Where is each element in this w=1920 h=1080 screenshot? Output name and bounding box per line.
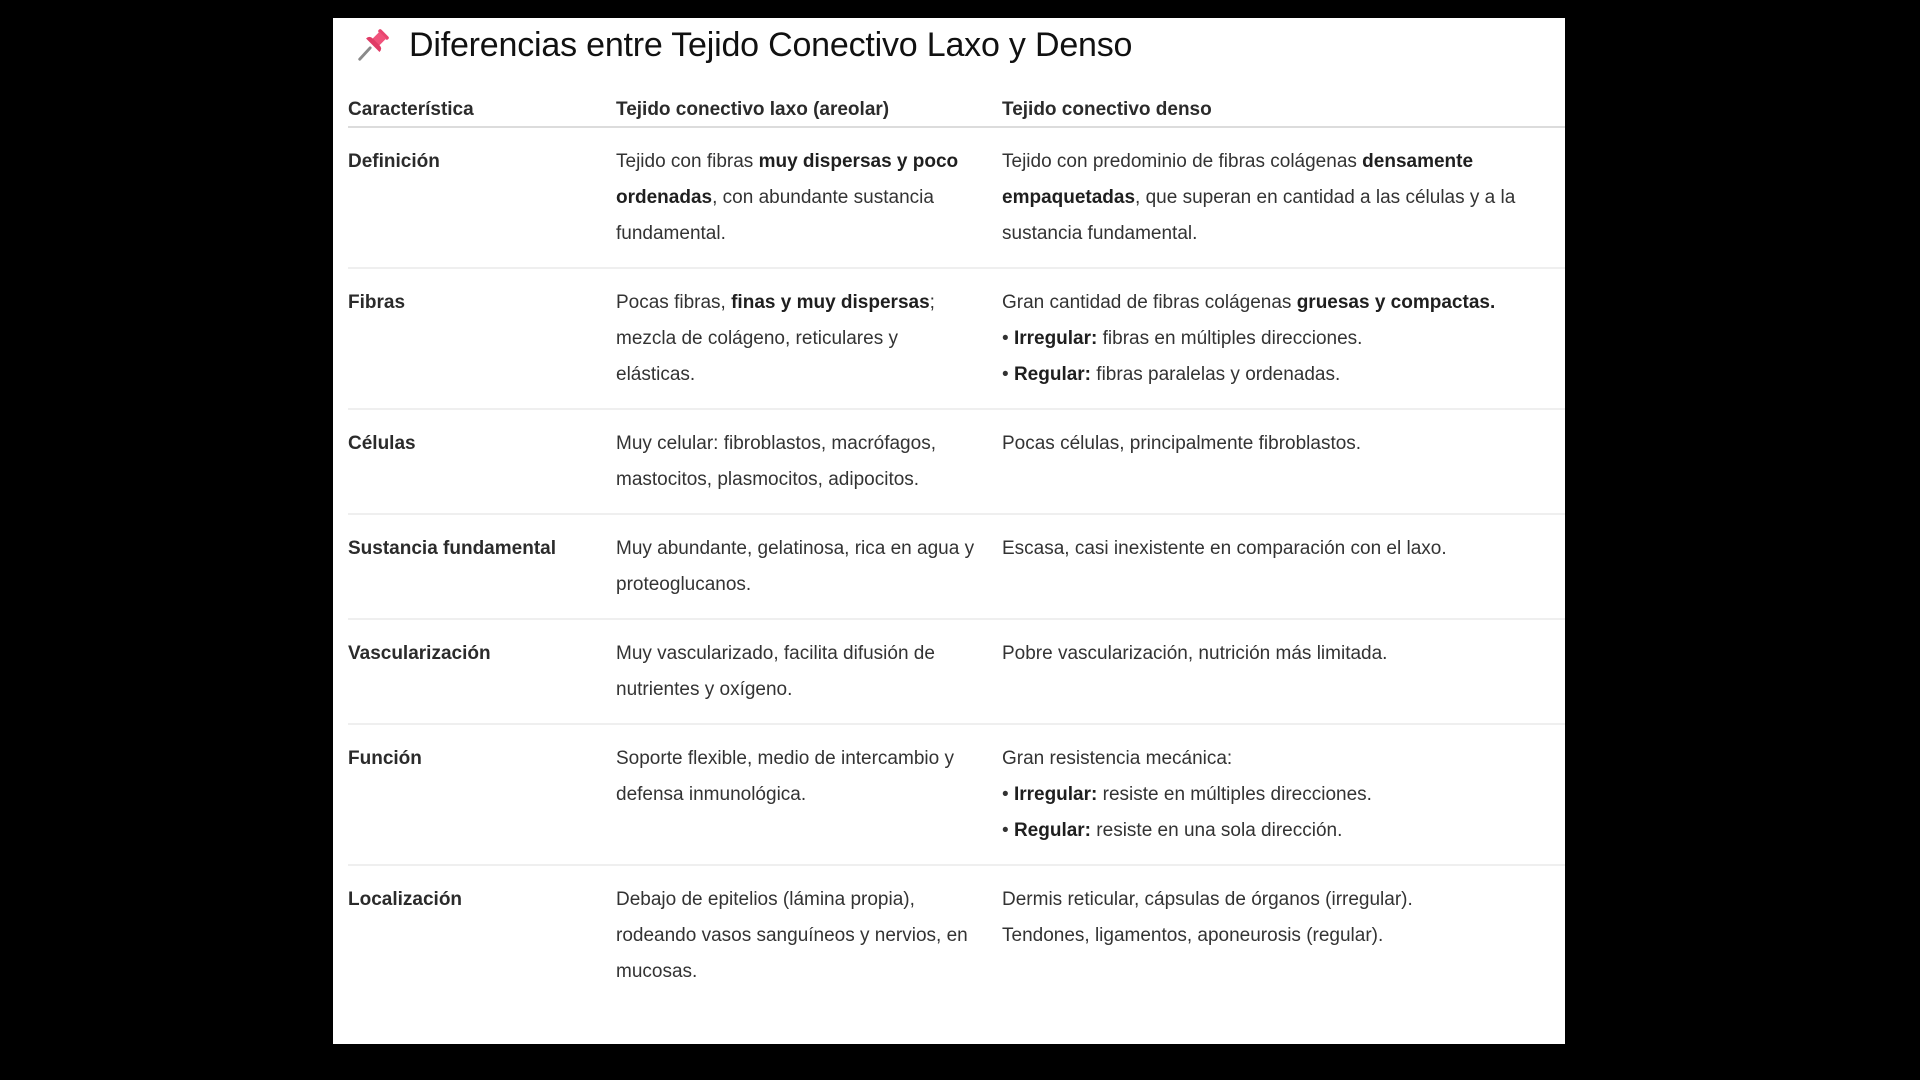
row-label: Vascularización — [348, 619, 616, 724]
header-denso: Tejido conectivo denso — [1002, 94, 1565, 127]
cell-bold-text: muy dispersas y poco ordenadas — [616, 151, 959, 208]
bullet-bold-label: Regular: — [1013, 364, 1092, 385]
table-row — [348, 127, 1565, 268]
cell-bold-text: gruesas y compactas. — [1296, 292, 1496, 313]
cell-denso — [1002, 268, 1565, 409]
cell-laxo — [616, 127, 1002, 268]
bullet-text: fibras paralelas y ordenadas. — [1091, 364, 1341, 385]
cell-text: Pocas fibras, — [616, 292, 732, 313]
cell-denso — [1002, 865, 1565, 1005]
bullet-bold-label: Irregular: — [1013, 784, 1098, 805]
bullet-icon: • — [1002, 328, 1009, 349]
bullet-item — [1002, 357, 1565, 393]
cell-line: Dermis reticular, cápsulas de órganos (irregular). — [1002, 889, 1413, 910]
bullet-icon: • — [1002, 364, 1009, 385]
cell-laxo: Muy vascularizado, facilita difusión de nutrientes y oxígeno. — [616, 619, 1002, 724]
bullet-item — [1002, 321, 1565, 357]
cell-line: Gran resistencia mecánica: — [1002, 748, 1233, 769]
cell-denso: Pobre vascularización, nutrición más limitada. — [1002, 619, 1565, 724]
table-row — [348, 268, 1565, 409]
cell-text: Tejido con fibras — [616, 151, 759, 172]
document-panel — [333, 18, 1565, 1044]
table-row — [348, 619, 1565, 724]
cell-laxo: Muy abundante, gelatinosa, rica en agua y proteoglucanos. — [616, 514, 1002, 619]
bullet-item — [1002, 813, 1565, 849]
table-row — [348, 865, 1565, 1005]
cell-text: Tejido con predominio de fibras colágenas — [1002, 151, 1363, 172]
pushpin-icon — [354, 26, 392, 64]
cell-denso: Pocas células, principalmente fibroblastos. — [1002, 409, 1565, 514]
bullet-item — [1002, 777, 1565, 813]
row-label: Sustancia fundamental — [348, 514, 616, 619]
cell-laxo — [616, 268, 1002, 409]
cell-denso: Escasa, casi inexistente en comparación con el laxo. — [1002, 514, 1565, 619]
bullet-text: fibras en múltiples direcciones. — [1097, 328, 1363, 349]
row-label: Función — [348, 724, 616, 865]
table-row — [348, 514, 1565, 619]
table-header-row — [348, 94, 1565, 127]
bullet-text: resiste en múltiples direcciones. — [1097, 784, 1372, 805]
cell-text: ; mezcla de colágeno, reticulares y elásticas. — [616, 292, 935, 385]
cell-line — [1002, 285, 1565, 321]
header-laxo: Tejido conectivo laxo (areolar) — [616, 94, 1002, 127]
cell-bold-text: densamente empaquetadas — [1002, 151, 1474, 208]
cell-text: , que superan en cantidad a las células y a la sustancia fundamental. — [1002, 187, 1516, 244]
title-row — [354, 22, 1132, 68]
bullet-bold-label: Regular: — [1013, 820, 1092, 841]
cell-laxo: Muy celular: fibroblastos, macrófagos, mastocitos, plasmocitos, adipocitos. — [616, 409, 1002, 514]
cell-line: Tendones, ligamentos, aponeurosis (regular). — [1002, 925, 1384, 946]
row-label: Células — [348, 409, 616, 514]
cell-laxo: Debajo de epitelios (lámina propia), rodeando vasos sanguíneos y nervios, en mucosas. — [616, 889, 968, 982]
table-row — [348, 409, 1565, 514]
cell-denso — [1002, 127, 1565, 268]
bullet-text: resiste en una sola dirección. — [1091, 820, 1343, 841]
cell-text: , con abundante sustancia fundamental. — [616, 187, 934, 244]
bullet-bold-label: Irregular: — [1013, 328, 1098, 349]
cell-text: Gran cantidad de fibras colágenas — [1002, 292, 1297, 313]
row-label: Fibras — [348, 268, 616, 409]
page-title: Diferencias entre Tejido Conectivo Laxo y Denso — [409, 25, 1133, 64]
comparison-table — [348, 94, 1565, 1005]
cell-laxo: Soporte flexible, medio de intercambio y defensa inmunológica. — [616, 724, 1002, 865]
bullet-icon: • — [1002, 820, 1009, 841]
header-caracteristica: Característica — [348, 94, 616, 127]
bullet-icon: • — [1002, 784, 1009, 805]
cell-denso — [1002, 724, 1565, 865]
row-label: Localización — [348, 889, 463, 910]
cell-bold-text: finas y muy dispersas — [731, 292, 930, 313]
row-label: Definición — [348, 127, 616, 268]
table-row — [348, 724, 1565, 865]
